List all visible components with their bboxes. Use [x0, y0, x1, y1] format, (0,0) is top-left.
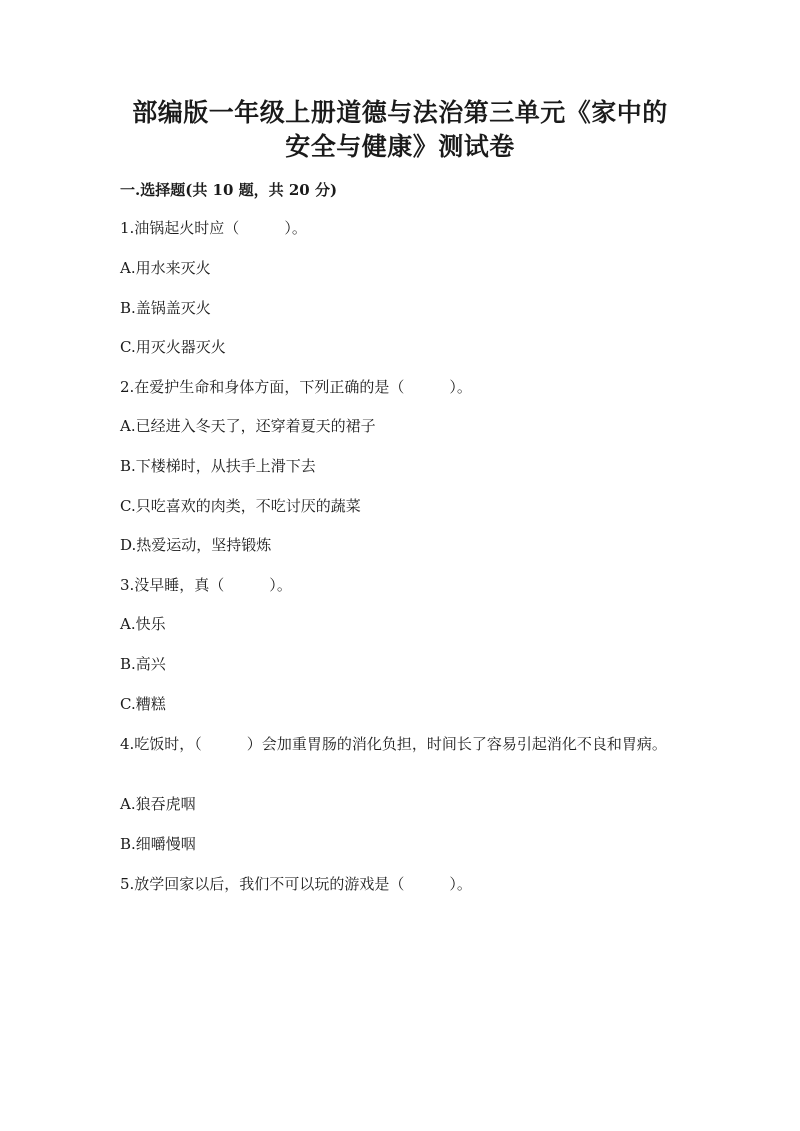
question-4-stem: 4.吃饭时，（ ）会加重胃肠的消化负担，时间长了容易引起消化不良和胃病。	[120, 735, 667, 753]
question-2-option-d: D.热爱运动，坚持锻炼	[120, 536, 272, 554]
question-3-stem: 3.没早睡，真（ ）。	[120, 576, 292, 594]
section-heading: 一.选择题(共 10 题，共 20 分)	[120, 181, 338, 199]
question-1-option-a: A.用水来灭火	[120, 259, 211, 277]
question-3-option-c: C.糟糕	[120, 695, 166, 713]
question-2-option-b: B.下楼梯时，从扶手上滑下去	[120, 457, 316, 475]
page-title: 部编版一年级上册道德与法治第三单元《家中的安全与健康》测试卷	[132, 98, 668, 161]
question-2-option-c: C.只吃喜欢的肉类，不吃讨厌的蔬菜	[120, 497, 361, 515]
question-3-option-b: B.高兴	[120, 655, 166, 673]
question-2-option-a: A.已经进入冬天了，还穿着夏天的裙子	[120, 417, 376, 435]
question-3-option-a: A.快乐	[120, 615, 166, 633]
question-2-stem: 2.在爱护生命和身体方面，下列正确的是（ ）。	[120, 378, 472, 396]
question-5-stem: 5.放学回家以后，我们不可以玩的游戏是（ ）。	[120, 875, 472, 893]
question-1-option-c: C.用灭火器灭火	[120, 338, 226, 356]
question-1-option-b: B.盖锅盖灭火	[120, 299, 211, 317]
question-4-option-b: B.细嚼慢咽	[120, 835, 196, 853]
question-4-option-a: A.狼吞虎咽	[120, 795, 196, 813]
question-1-stem: 1.油锅起火时应（ ）。	[120, 219, 307, 237]
